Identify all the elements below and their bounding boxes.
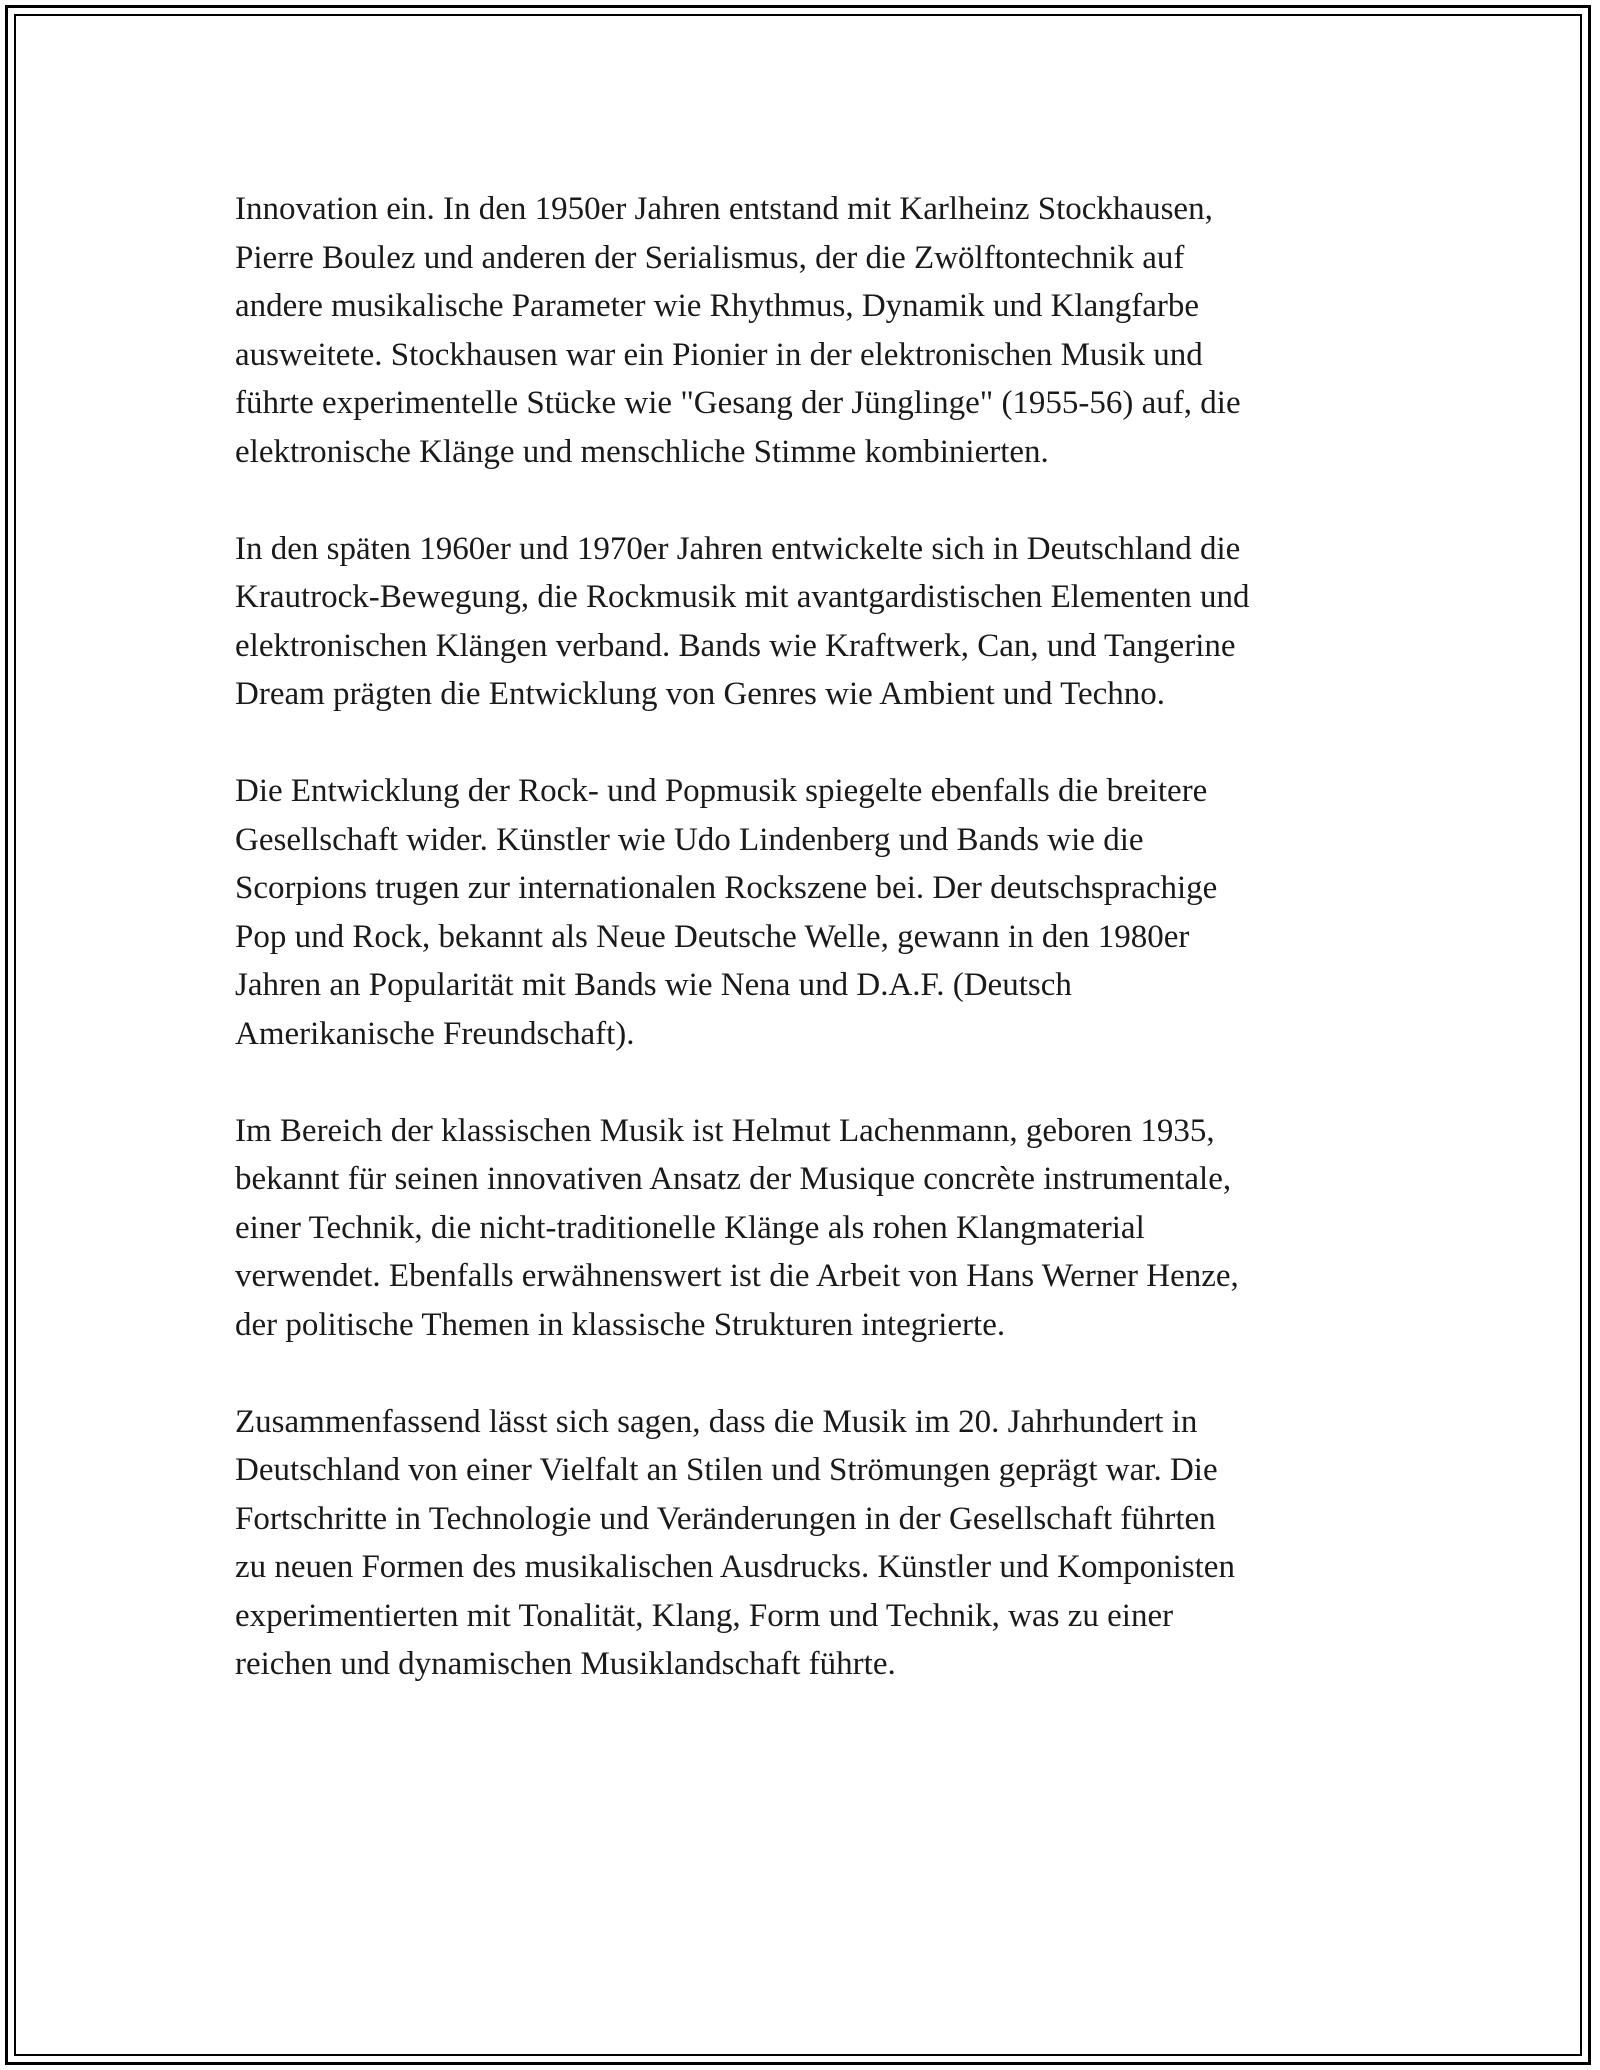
text-line: Im Bereich der klassischen Musik ist Helmut Lachenmann, geboren 1935, xyxy=(235,1112,1215,1149)
text-line: experimentierten mit Tonalität, Klang, Form und Technik, was zu einer xyxy=(235,1597,1174,1634)
text-line: In den späten 1960er und 1970er Jahren entwickelte sich in Deutschland die xyxy=(235,530,1241,567)
text-line: Die Entwicklung der Rock- und Popmusik spiegelte ebenfalls die breitere xyxy=(235,773,1208,809)
text-line: elektronische Klänge und menschliche Stimme kombinierten. xyxy=(235,433,1049,470)
text-line: der politische Themen in klassische Strukturen integrierte. xyxy=(235,1306,1006,1343)
text-line: Jahren an Popularität mit Bands wie Nena und D.A.F. (Deutsch xyxy=(235,967,1072,1003)
text-line: Scorpions trugen zur internationalen Rockszene bei. Der deutschsprachige xyxy=(235,870,1218,906)
text-line: reichen und dynamischen Musiklandschaft führte. xyxy=(235,1646,896,1682)
text-line: Pop und Rock, bekannt als Neue Deutsche Welle, gewann in den 1980er xyxy=(235,918,1190,955)
document-body xyxy=(235,185,1375,1737)
text-line: ausweitete. Stockhausen war ein Pionier in der elektronischen Musik und xyxy=(235,336,1203,373)
text-line: andere musikalische Parameter wie Rhythmus, Dynamik und Klangfarbe xyxy=(235,288,1200,324)
text-line: zu neuen Formen des musikalischen Ausdrucks. Künstler und Komponisten xyxy=(235,1549,1235,1585)
paragraph-krautrock xyxy=(235,525,1375,719)
text-line: verwendet. Ebenfalls erwähnenswert ist die Arbeit von Hans Werner Henze, xyxy=(235,1258,1239,1294)
paragraph-serialism xyxy=(235,185,1375,476)
text-line: Gesellschaft wider. Künstler wie Udo Lindenberg und Bands wie die xyxy=(235,821,1144,858)
text-line: bekannt für seinen innovativen Ansatz der Musique concrète instrumentale, xyxy=(235,1161,1232,1197)
text-line: führte experimentelle Stücke wie "Gesang der Jünglinge" (1955-56) auf, die xyxy=(235,385,1241,421)
text-line: Krautrock-Bewegung, die Rockmusik mit avantgardistischen Elementen und xyxy=(235,579,1250,615)
text-line: Dream prägten die Entwicklung von Genres wie Ambient und Techno. xyxy=(235,676,1166,712)
text-line: Zusammenfassend lässt sich sagen, dass die Musik im 20. Jahrhundert in xyxy=(235,1403,1198,1440)
text-line: Deutschland von einer Vielfalt an Stilen und Strömungen geprägt war. Die xyxy=(235,1452,1218,1488)
text-line: elektronischen Klängen verband. Bands wie Kraftwerk, Can, und Tangerine xyxy=(235,627,1236,664)
text-line: Fortschritte in Technologie und Veränderungen in der Gesellschaft führten xyxy=(235,1500,1216,1537)
paragraph-rock-pop xyxy=(235,767,1375,1058)
text-line: Amerikanische Freundschaft). xyxy=(235,1015,635,1052)
paragraph-classical xyxy=(235,1107,1375,1350)
paragraph-summary xyxy=(235,1398,1375,1689)
text-line: Innovation ein. In den 1950er Jahren entstand mit Karlheinz Stockhausen, xyxy=(235,191,1213,227)
text-line: einer Technik, die nicht-traditionelle Klänge als rohen Klangmaterial xyxy=(235,1209,1145,1246)
text-line: Pierre Boulez und anderen der Serialismus, der die Zwölftontechnik auf xyxy=(235,239,1185,276)
